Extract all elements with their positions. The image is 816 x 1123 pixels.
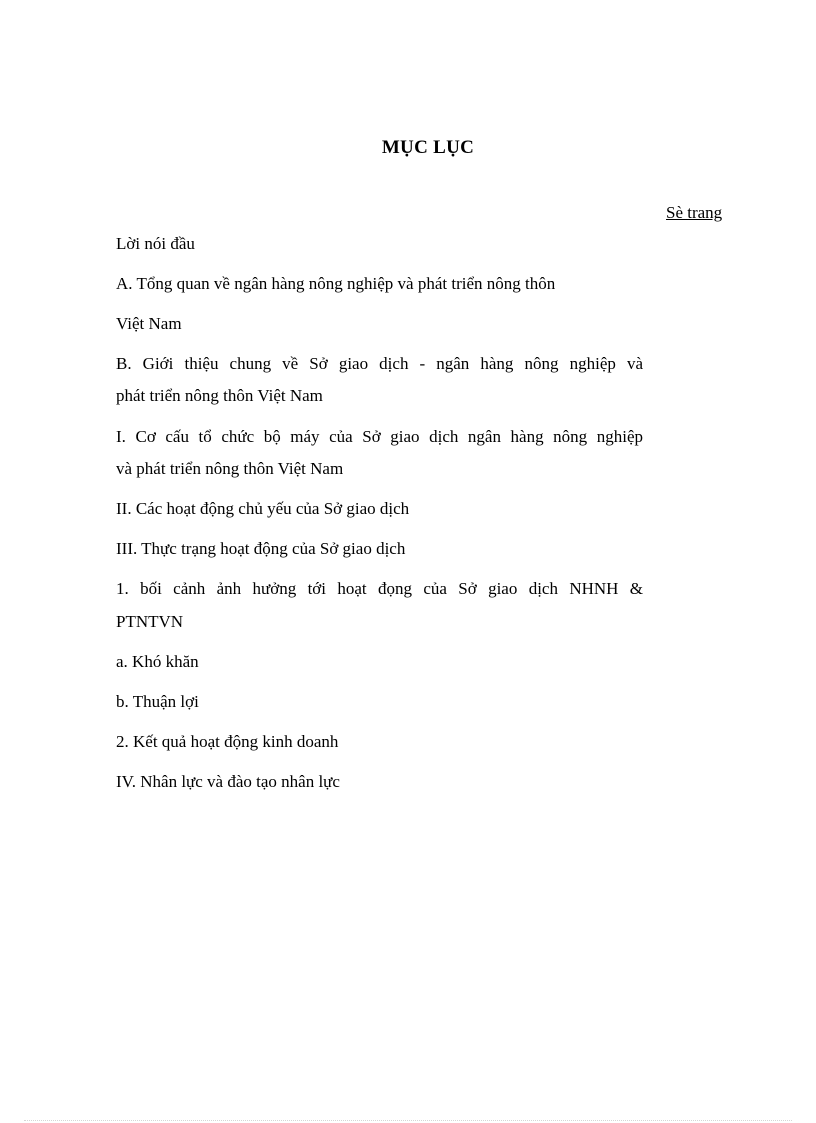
page-number-column-label: Sè trang	[666, 203, 723, 222]
toc-entry-iv: IV. Nhân lực và đào tạo nhân lực	[116, 772, 340, 791]
toc-entry-preface: Lời nói đầu	[116, 234, 195, 253]
page-title: MỤC LỤC	[381, 137, 475, 158]
toc-entry-b: B. Giới thiệu chung về Sở giao dịch - ngân hàng nông nghiệp và	[116, 354, 643, 373]
toc-entry-iii-1-continued: PTNTVN	[116, 612, 184, 631]
page-footer-divider	[24, 1120, 792, 1121]
toc-entry-iii-1: 1. bối cảnh ảnh hưởng tới hoạt đọng của Sở giao dịch NHNH &	[116, 579, 643, 598]
toc-entry-i-continued: và phát triển nông thôn Việt Nam	[116, 459, 344, 478]
toc-entry-a: A. Tổng quan về ngân hàng nông nghiệp và phát triển nông thôn	[116, 274, 556, 293]
toc-entry-iii-1-a: a. Khó khăn	[116, 652, 199, 671]
toc-entry-ii: II. Các hoạt động chủ yếu của Sở giao dịch	[116, 499, 410, 518]
toc-entry-a-continued: Việt Nam	[116, 314, 182, 333]
toc-entry-iii-1-b: b. Thuận lợi	[116, 692, 199, 711]
toc-entry-b-continued: phát triển nông thôn Việt Nam	[116, 386, 323, 405]
toc-entry-i: I. Cơ cấu tổ chức bộ máy của Sở giao dịch ngân hàng nông nghiệp	[116, 427, 643, 446]
toc-entry-iii-2: 2. Kết quả hoạt động kinh doanh	[116, 732, 339, 751]
toc-entry-iii: III. Thực trạng hoạt động của Sở giao dịch	[116, 539, 406, 558]
